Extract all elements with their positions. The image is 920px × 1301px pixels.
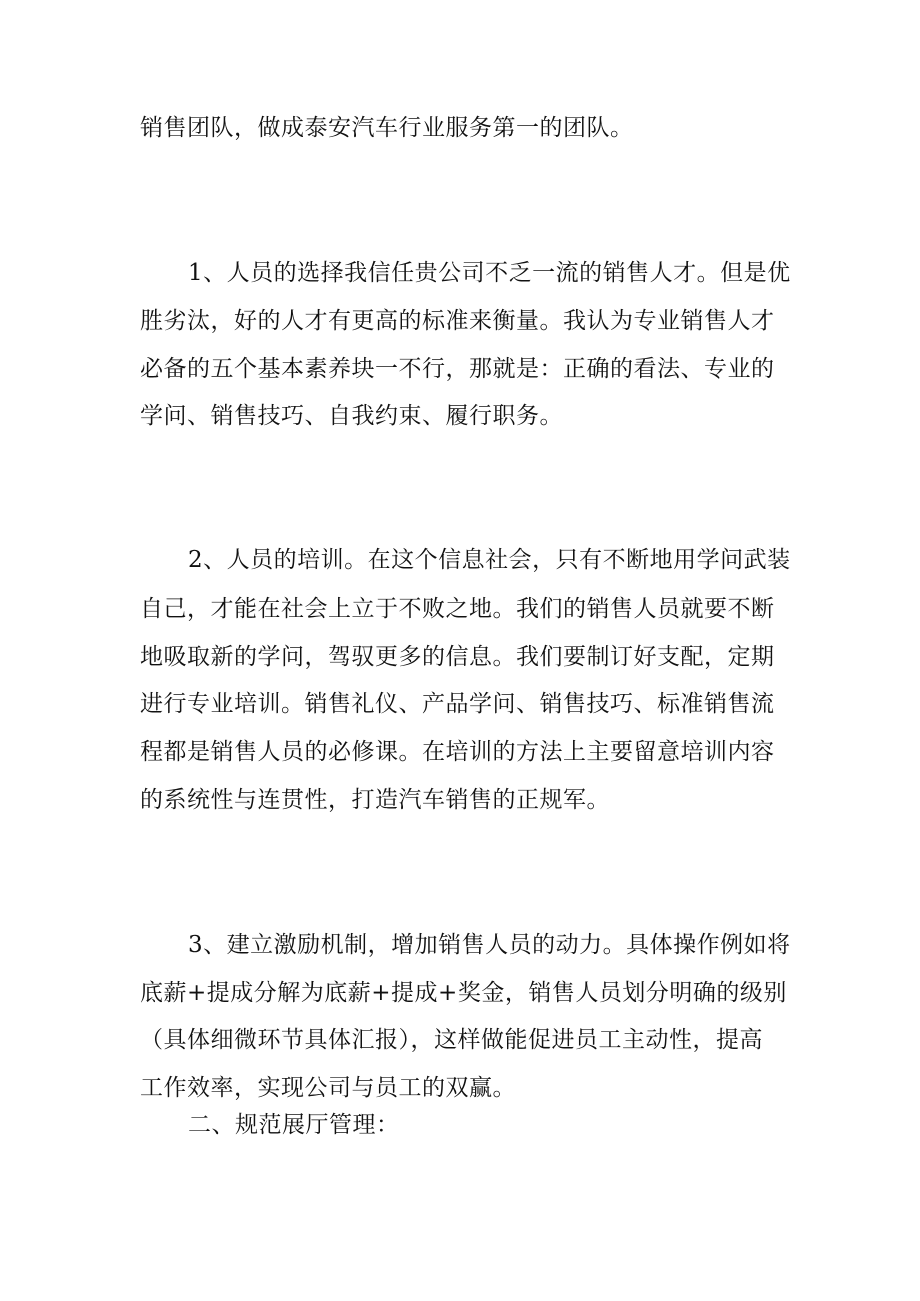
section-heading: 二、规范展厅管理： xyxy=(188,1112,400,1138)
continuation-line: 销售团队，做成泰安汽车行业服务第一的团队。 xyxy=(140,115,634,141)
paragraph-2-line: 进行专业培训。销售礼仪、产品学问、销售技巧、标准销售流 xyxy=(140,691,775,717)
paragraph-3-line: 底薪+提成分解为底薪+提成+奖金，销售人员划分明确的级别 xyxy=(140,980,787,1006)
paragraph-1-line: 胜劣汰，好的人才有更高的标准来衡量。我认为专业销售人才 xyxy=(140,308,775,334)
paragraph-1-line: 学问、销售技巧、自我约束、履行职务。 xyxy=(140,403,563,429)
paragraph-2-line: 自己，才能在社会上立于不败之地。我们的销售人员就要不断 xyxy=(140,596,775,622)
paragraph-2-line: 程都是销售人员的必修课。在培训的方法上主要留意培训内容 xyxy=(140,739,775,765)
paragraph-2-line: 2、人员的培训。在这个信息社会，只有不断地用学问武装 xyxy=(188,547,791,573)
paragraph-1-line: 1、人员的选择我信任贵公司不乏一流的销售人才。但是优 xyxy=(188,260,791,286)
paragraph-3-line: 3、建立激励机制，增加销售人员的动力。具体操作例如将 xyxy=(188,932,791,958)
paragraph-3-line: （具体细微环节具体汇报），这样做能促进员工主动性，提高 xyxy=(140,1027,763,1053)
paragraph-3-line: 工作效率，实现公司与员工的双赢。 xyxy=(140,1075,516,1101)
paragraph-1-line: 必备的五个基本素养块一不行，那就是：正确的看法、专业的 xyxy=(140,356,775,382)
paragraph-2-line: 地吸取新的学问，驾驭更多的信息。我们要制订好支配，定期 xyxy=(140,644,775,670)
paragraph-2-line: 的系统性与连贯性，打造汽车销售的正规军。 xyxy=(140,787,610,813)
